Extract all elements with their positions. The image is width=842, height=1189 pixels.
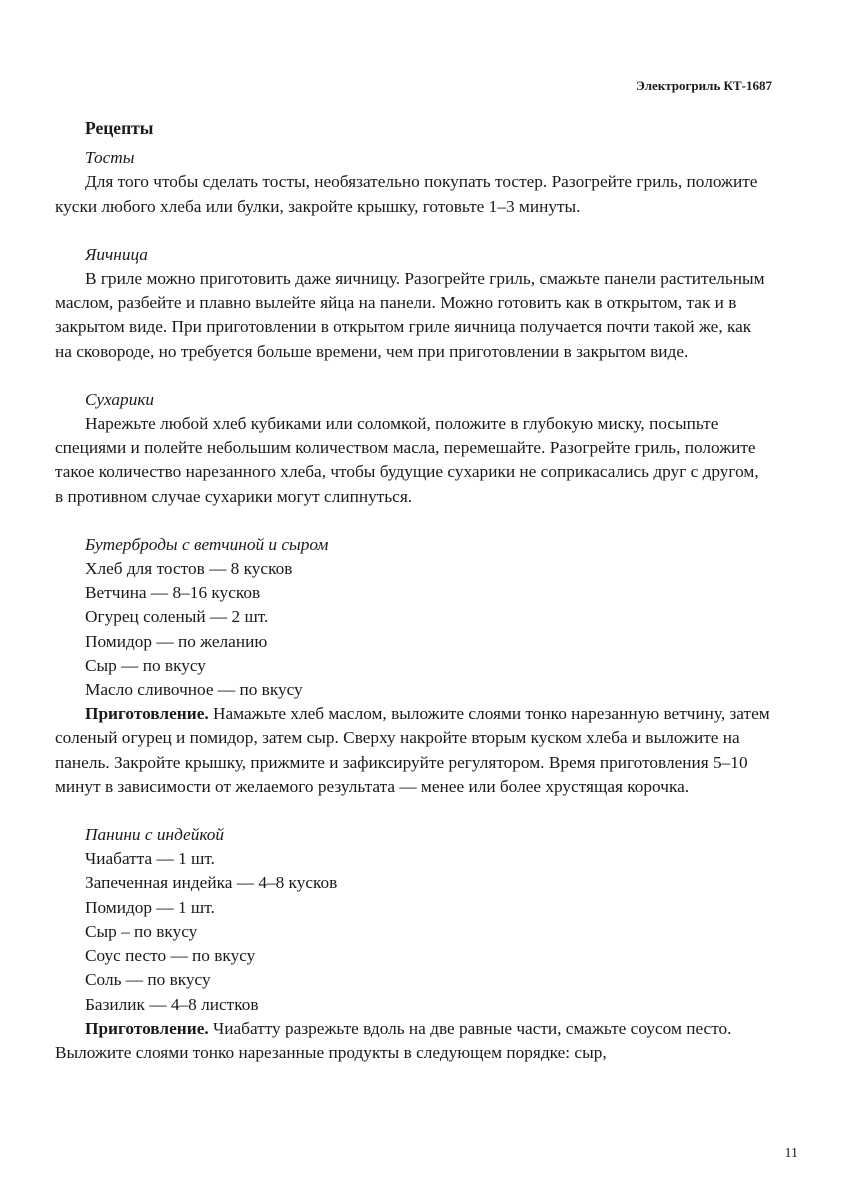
recipe-text: В гриле можно приготовить даже яичницу. Разогрейте гриль, смажьте панели растительным маслом, разбейте и плавно вылейте яйца на панели. Можно готовить как в открытом, так и в закрытом виде. При приготовлении в открытом гриле яичница получается почти такой же, как на сковороде, но требуется больше времени, чем при приготовлении в закрытом виде.: [55, 269, 765, 361]
ingredient-item: Базилик — 4–8 листков: [85, 994, 259, 1014]
ingredient-item: Соль — по вкусу: [85, 970, 211, 990]
recipe-title: Панини с индейкой: [85, 825, 225, 845]
ingredient-item: Соус песто — по вкусу: [85, 946, 256, 966]
recipe-section-omelette: [55, 243, 771, 364]
ingredient-item: Помидор — по желанию: [85, 631, 268, 651]
document-header-title: Электрогриль КТ-1687: [636, 78, 772, 93]
ingredient-item: Хлеб для тостов — 8 кусков: [85, 559, 293, 579]
ingredient-list: [55, 557, 771, 702]
recipe-text: Нарежьте любой хлеб кубиками или соломкой, положите в глубокую миску, посыпьте специями и полейте небольшим количеством масла, перемешайте. Разогрейте гриль, положите такое количество нарезанного хлеба, чтобы будущие сухарики не соприкасались друг с другом, в противном случае сухарики могут слипнуться.: [55, 414, 759, 506]
preparation-text: Намажьте хлеб маслом, выложите слоями тонко нарезанную ветчину, затем соленый огурец и помидор, затем сыр. Сверху накройте вторым куском хлеба и выложите на панель. Закройте крышку, прижмите и зафиксируйте регулятором. Время приготовления 5–10 минут в зависимости от желаемого результата — менее или более хрустящая корочка.: [55, 704, 770, 796]
preparation-text: Чиабатту разрежьте вдоль на две равные части, смажьте соусом песто. Выложите слоями тонко нарезанные продукты в следующем порядке: сыр,: [55, 1018, 732, 1062]
recipe-section-sandwiches: [55, 533, 771, 799]
page-number: 11: [784, 1146, 798, 1161]
recipe-title: Сухарики: [85, 389, 155, 409]
ingredient-item: Чиабатта — 1 шт.: [85, 849, 215, 869]
recipe-section-toasts: [55, 146, 771, 219]
page-heading: Рецепты: [85, 118, 154, 138]
recipe-section-panini: [55, 823, 771, 1065]
preparation-paragraph: [55, 702, 771, 799]
preparation-label: Приготовление.: [85, 704, 209, 724]
ingredient-item: Ветчина — 8–16 кусков: [85, 583, 261, 603]
recipe-title: Тосты: [85, 148, 135, 168]
recipe-title: Бутерброды с ветчиной и сыром: [85, 534, 329, 554]
ingredient-item: Сыр — по вкусу: [85, 655, 206, 675]
ingredient-item: Масло сливочное — по вкусу: [85, 680, 303, 700]
ingredient-item: Сыр – по вкусу: [85, 921, 198, 941]
recipe-title: Яичница: [85, 244, 148, 264]
ingredient-list: [55, 847, 771, 1016]
ingredient-item: Запеченная индейка — 4–8 кусков: [85, 873, 338, 893]
preparation-label: Приготовление.: [85, 1018, 209, 1038]
recipe-text: Для того чтобы сделать тосты, необязательно покупать тостер. Разогрейте гриль, положите куски любого хлеба или булки, закройте крышку, готовьте 1–3 минуты.: [55, 172, 758, 216]
page-content: [55, 116, 771, 1089]
ingredient-item: Помидор — 1 шт.: [85, 897, 215, 917]
ingredient-item: Огурец соленый — 2 шт.: [85, 607, 269, 627]
preparation-paragraph: [55, 1017, 771, 1065]
recipe-section-croutons: [55, 388, 771, 509]
